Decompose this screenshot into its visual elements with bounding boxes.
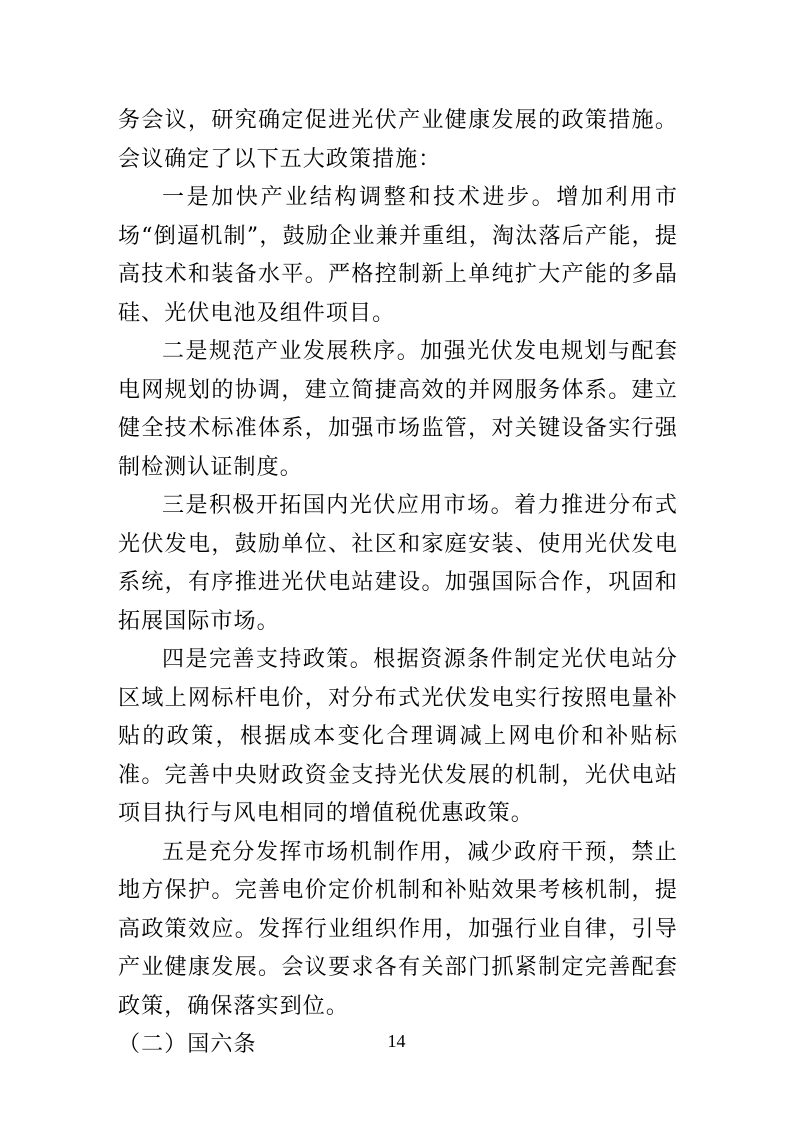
paragraph-continuation: 务会议，研究确定促进光伏产业健康发展的政策措施。会议确定了以下五大政策措施： [118,108,678,172]
paragraph-measure-1: 一是加快产业结构调整和技术进步。增加利用市场“倒逼机制”，鼓励企业兼并重组，淘汰落后产能，提高技术和装备水平。严格控制新上单纯扩大产能的多晶硅、光伏电池及组件项目。 [118,185,678,326]
paragraph-measure-3: 三是积极开拓国内光伏应用市场。着力推进分布式光伏发电，鼓励单位、社区和家庭安装、使用光伏发电系统，有序推进光伏电站建设。加强国际合作，巩固和拓展国际市场。 [118,493,678,634]
paragraph-measure-5: 五是充分发挥市场机制作用，减少政府干预，禁止地方保护。完善电价定价机制和补贴效果考核机制，提高政策效应。发挥行业组织作用，加强行业自律，引导产业健康发展。会议要求各有关部门抓紧制定完善配套政策，确保落实到位。 [118,839,678,1019]
document-body [118,102,678,1065]
paragraph-measure-4: 四是完善支持政策。根据资源条件制定光伏电站分区域上网标杆电价，对分布式光伏发电实行按照电量补贴的政策，根据成本变化合理调减上网电价和补贴标准。完善中央财政资金支持光伏发展的机制，光伏电站项目执行与风电相同的增值税优惠政策。 [118,647,678,826]
paragraph-measure-2: 二是规范产业发展秩序。加强光伏发电规划与配套电网规划的协调，建立简捷高效的并网服务体系。建立健全技术标准体系，加强市场监管，对关键设备实行强制检测认证制度。 [118,339,678,480]
page-number: 14 [387,1031,406,1051]
section-heading: （二）国六条 [118,1032,257,1057]
